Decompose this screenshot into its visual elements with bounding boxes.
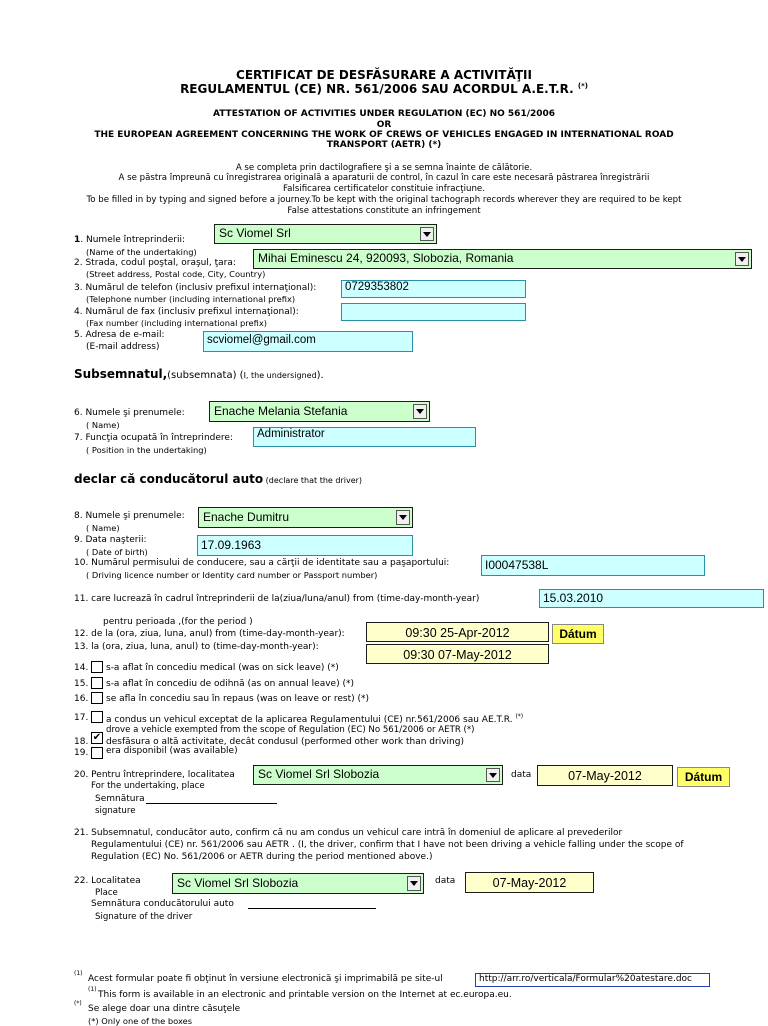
- footnote-1-mark: (1): [74, 970, 83, 977]
- position-input[interactable]: Administrator: [253, 427, 476, 447]
- chevron-down-icon[interactable]: [420, 227, 434, 241]
- label-undersigned-name-en: ( Name): [86, 420, 120, 430]
- title-ro-line1: CERTIFICAT DE DESFĂSURARE A ACTIVITĂŢII: [236, 68, 532, 82]
- label-phone: 3. Numărul de telefon (inclusiv prefixul internaţional):: [74, 283, 317, 293]
- undertaking-place-select[interactable]: [253, 765, 503, 785]
- title-en-line3: THE EUROPEAN AGREEMENT CONCERNING THE WORK OF CREWS OF VEHICLES ENGAGED IN INTERNATIONAL ROAD: [94, 130, 674, 140]
- instruction-ro-2: A se păstra împreună cu înregistrarea originală a aparaturii de control, în cazul în care este necesară păstrarea înregistrării: [118, 173, 650, 183]
- label-driver-signature-en: Signature of the driver: [95, 912, 193, 922]
- label-undertaking-signature: Semnătura: [95, 794, 145, 804]
- footnote-2-mark: (*): [74, 1000, 82, 1007]
- label-email-en: (E-mail address): [86, 342, 160, 352]
- activity-17-mark: (*): [515, 713, 524, 720]
- label-undertaking-signature-en: signature: [95, 806, 136, 816]
- driver-name-select[interactable]: [198, 507, 413, 528]
- activity-16-label: se afla în concediu sau în repaus (was on leave or rest) (*): [106, 694, 369, 704]
- activity-14-label: s-a aflat în concediu medical (was on sick leave) (*): [106, 663, 339, 673]
- label-licence-en: ( Driving licence number or Identity card number or Passport number): [86, 570, 378, 580]
- activity-14-num: 14.: [74, 663, 89, 673]
- declaration-line-2: Regulamentului (CE) nr. 561/2006 sau AETR . (I, the driver, confirm that I have not been driving a vehicle falling under the scope of: [91, 840, 684, 850]
- label-driver-place: 22. Localitatea: [74, 876, 141, 886]
- annual-leave-checkbox[interactable]: [91, 677, 103, 689]
- driver-signature-line[interactable]: [248, 908, 376, 909]
- label-undertaking-date: data: [511, 770, 532, 780]
- sick-leave-checkbox[interactable]: [91, 661, 103, 673]
- title-ro-line2-text: REGULAMENTUL (CE) NR. 561/2006 SAU ACORDUL A.E.T.R.: [180, 82, 574, 96]
- footnote-1-en: This form is available in an electronic and printable version on the Internet at ec.europa.eu.: [98, 990, 512, 1000]
- undertaking-place-value: Sc Viomel Srl Slobozia: [258, 767, 380, 781]
- undersigned-heading-en: I, the undersigned: [243, 371, 317, 380]
- label-company-name: [74, 235, 185, 245]
- driver-place-value: Sc Viomel Srl Slobozia: [177, 876, 299, 890]
- instruction-en-1: To be filled in by typing and signed before a journey.To be kept with the original tachograph records wherever they are required to be kept: [86, 195, 682, 205]
- driver-heading-bold: declar că conducătorul auto: [74, 472, 264, 486]
- label-licence: 10. Numărul permisului de conducere, sau a cărţii de identitate sau a paşaportului:: [74, 558, 450, 568]
- label-undertaking-place: 20. Pentru întreprindere, localitatea: [74, 770, 235, 780]
- undersigned-heading: [74, 367, 324, 381]
- footnote-1-en-mark: (1): [88, 986, 97, 993]
- rest-leave-checkbox[interactable]: [91, 692, 103, 704]
- label-email: 5. Adresa de e-mail:: [74, 330, 165, 340]
- title-en-line1: ATTESTATION OF ACTIVITIES UNDER REGULATION (EC) NO 561/2006: [212, 109, 556, 119]
- label-position: 7. Funcţia ocupată în întreprindere:: [74, 433, 233, 443]
- title-ro-mark: (*): [577, 82, 588, 90]
- undertaking-signature-line[interactable]: [146, 803, 277, 804]
- undersigned-heading-ro: (subsemnata) (: [167, 370, 244, 381]
- activity-15-label: s-a aflat în concediu de odihnă (as on annual leave) (*): [106, 679, 354, 689]
- company-name-select[interactable]: [214, 224, 437, 244]
- undersigned-heading-bold: Subsemnatul,: [74, 367, 168, 381]
- period-datum-button[interactable]: Dátum: [552, 624, 604, 644]
- label-fax: 4. Numărul de fax (inclusiv prefixul internaţional):: [74, 307, 299, 317]
- label-company-name-ro: . Numele întreprinderii:: [80, 235, 186, 245]
- driver-place-select[interactable]: [172, 873, 424, 894]
- label-fax-en: (Fax number (including international prefix): [86, 318, 267, 328]
- activity-19-label: era disponibil (was available): [106, 746, 238, 756]
- dob-input[interactable]: 17.09.1963: [197, 535, 413, 556]
- title-en-line2: OR: [376, 120, 392, 130]
- label-period-from: 12. de la (ora, ziua, luna, anul) from (time-day-month-year):: [74, 629, 345, 639]
- title-en-line4: TRANSPORT (AETR) (*): [326, 140, 442, 150]
- label-dob: 9. Data naşterii:: [74, 535, 147, 545]
- label-phone-en: (Telephone number (including international prefix): [86, 294, 296, 304]
- fax-input[interactable]: [341, 303, 526, 321]
- label-driver-name: 8. Numele şi prenumele:: [74, 511, 185, 521]
- footnote-1-ro: Acest formular poate fi obţinut în versiune electronică şi imprimabilă pe site-ul: [88, 974, 443, 984]
- activity-15-num: 15.: [74, 679, 89, 689]
- label-address-en: (Street address, Postal code, City, Country): [86, 269, 266, 279]
- instruction-ro-1: A se completa prin dactilografiere şi a se semna înainte de călătorie.: [235, 163, 533, 173]
- company-name-value: Sc Viomel Srl: [219, 226, 291, 240]
- label-undersigned-name: 6. Numele şi prenumele:: [74, 408, 185, 418]
- activity-17-label: [106, 713, 523, 725]
- label-since: 11. care lucrează în cadrul întreprinderii de la(ziua/luna/anul) from (time-day-month-year): [74, 594, 480, 604]
- period-from-input[interactable]: 09:30 25-Apr-2012: [366, 622, 549, 642]
- label-driver-place-en: Place: [95, 888, 118, 898]
- undersigned-name-select[interactable]: [209, 401, 430, 422]
- label-driver-name-en: ( Name): [86, 523, 120, 533]
- chevron-down-icon[interactable]: [396, 510, 410, 525]
- declaration-line-1: 21. Subsemnatul, conducător auto, confirm că nu am condus un vehicul care intră în domeniul de aplicare al prevederilor: [74, 828, 623, 838]
- activity-18-num: 18.: [74, 737, 89, 747]
- other-work-checkbox[interactable]: ✔: [92, 732, 102, 743]
- label-company-num: 1: [74, 235, 81, 245]
- undersigned-heading-end: ).: [316, 370, 324, 381]
- label-driver-date: data: [435, 876, 456, 886]
- footnote-2-ro: Se alege doar una dintre căsuţele: [88, 1004, 241, 1014]
- address-value: Mihai Eminescu 24, 920093, Slobozia, Romania: [258, 251, 514, 265]
- driver-name-value: Enache Dumitru: [203, 510, 290, 524]
- label-period: pentru perioada ,(for the period ): [103, 617, 253, 627]
- since-input[interactable]: 15.03.2010: [539, 589, 764, 608]
- title-ro-line2: [0, 82, 768, 96]
- email-input[interactable]: scviomel@gmail.com: [203, 331, 413, 352]
- label-address: 2. Strada, codul poştal, oraşul, ţara:: [74, 258, 236, 268]
- driver-heading-en: (declare that the driver): [263, 476, 363, 485]
- address-select[interactable]: [253, 249, 752, 269]
- available-checkbox[interactable]: [91, 747, 103, 759]
- activity-17-text: a condus un vehicul exceptat de la aplicarea Regulamentului (CE) nr.561/2006 sau AE.T.R.: [106, 715, 513, 725]
- instruction-ro-3: Falsificarea certificatelor constituie infracţiune.: [283, 184, 485, 194]
- phone-input[interactable]: 0729353802: [341, 280, 526, 298]
- chevron-down-icon[interactable]: [413, 404, 427, 419]
- activity-18-label: desfăsura o altă activitate, decât condusul (performed other work than driving): [106, 737, 464, 747]
- driver-heading: [74, 468, 362, 487]
- undersigned-name-value: Enache Melania Stefania: [214, 404, 348, 418]
- chevron-down-icon[interactable]: [486, 768, 500, 782]
- footnote-2-en: (*) Only one of the boxes: [88, 1016, 193, 1026]
- label-driver-signature: Semnătura conducătorului auto: [91, 899, 234, 909]
- exempt-vehicle-checkbox[interactable]: [91, 711, 103, 723]
- chevron-down-icon[interactable]: [735, 252, 749, 266]
- activity-19-num: 19.: [74, 748, 89, 758]
- label-undertaking-place-en: For the undertaking, place: [91, 781, 205, 791]
- period-to-input[interactable]: 09:30 07-May-2012: [366, 644, 549, 664]
- activity-16-num: 16.: [74, 694, 89, 704]
- activity-17-label-en: drove a vehicle exempted from the scope of Regulation (EC) No 561/2006 or AETR (*): [106, 725, 475, 735]
- chevron-down-icon[interactable]: [407, 876, 421, 891]
- driver-date-input[interactable]: 07-May-2012: [465, 872, 594, 893]
- declaration-line-3: Regulation (EC) No. 561/2006 or AETR during the period mentioned above.): [91, 852, 433, 862]
- licence-input[interactable]: I00047538L: [481, 555, 705, 576]
- label-dob-en: ( Date of birth): [86, 547, 148, 557]
- undertaking-date-input[interactable]: 07-May-2012: [537, 765, 673, 786]
- activity-17-num: 17.: [74, 713, 89, 723]
- label-company-name-en: (Name of the undertaking): [86, 247, 197, 257]
- instruction-en-2: False attestations constitute an infringement: [287, 206, 481, 216]
- label-period-to: 13. la (ora, ziua, luna, anul) to (time-day-month-year):: [74, 642, 319, 652]
- undertaking-datum-button[interactable]: Dátum: [677, 767, 730, 787]
- form-download-link[interactable]: http://arr.ro/verticala/Formular%20atestare.doc: [475, 973, 710, 987]
- label-position-en: ( Position in the undertaking): [86, 445, 207, 455]
